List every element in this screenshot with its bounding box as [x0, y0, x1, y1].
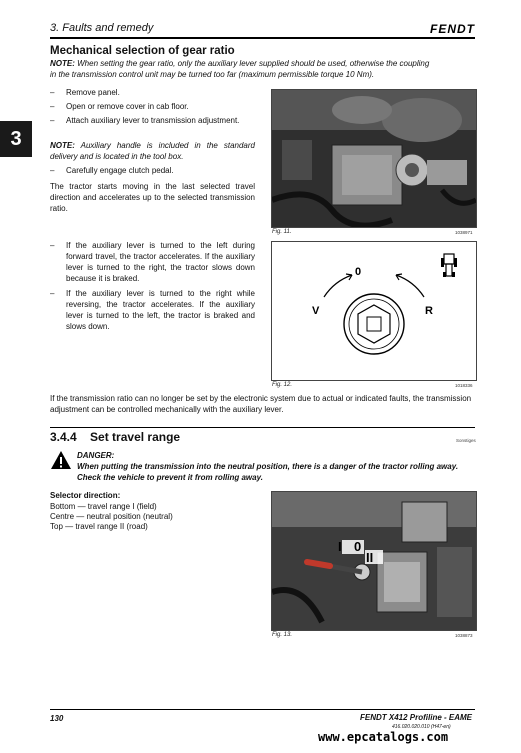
lever-direction-diagram: [272, 242, 476, 380]
figure-13-code: 1038873: [455, 633, 473, 638]
list-item: – Attach auxiliary lever to transmission adjustment.: [50, 116, 240, 125]
figure-13-caption: Fig. 13.: [272, 632, 293, 638]
figure-11-code: 1038971: [455, 230, 473, 235]
list-item: – Open or remove cover in cab floor.: [50, 102, 189, 111]
label-zero-13: 0: [354, 539, 362, 554]
list-item: – Carefully engage clutch pedal.: [50, 166, 174, 175]
figure-13-photo: [271, 491, 477, 631]
list-item: – If the auxiliary lever is turned to the right while reversing, the tractor accelerates. If the auxiliary lever is turned to the left, the tractor is braked and slows down.: [50, 289, 255, 331]
selector-line: Centre — neutral position (neutral): [50, 512, 173, 521]
figure-11-caption: Fig. 11.: [272, 229, 292, 235]
label-v: V: [312, 305, 320, 317]
figure-12-code: 1018336: [455, 383, 473, 388]
section-title: Mechanical selection of gear ratio: [50, 45, 235, 57]
closing-paragraph: If the transmission ratio can no longer be set by the electronic system due to actual or indicated faults, the transmission adjustment can be controlled mechanically with the auxiliary lever.: [50, 394, 472, 414]
label-two: II: [366, 550, 374, 565]
transmission-photo-illustration: [272, 90, 476, 227]
watermark: www.epcatalogs.com: [318, 730, 449, 744]
steps-list-2: [50, 165, 255, 179]
selector-line: Top — travel range II (road): [50, 522, 148, 531]
selector-line: Bottom — travel range I (field): [50, 502, 157, 511]
list-item: – Remove panel.: [50, 88, 120, 97]
header-section-title: 3. Faults and remedy: [50, 22, 154, 34]
lever-bullets: [50, 240, 255, 335]
note-2: [50, 140, 255, 162]
footer-rule: [50, 709, 475, 710]
warning-triangle-icon: [50, 450, 72, 470]
note-2-text: Auxiliary handle is included in the standard delivery and is located in the tool box.: [50, 141, 255, 161]
figure-12-caption: Fig. 12.: [272, 382, 293, 388]
label-r: R: [425, 305, 433, 317]
range-selector-photo-illustration: [272, 492, 476, 630]
list-item: – If the auxiliary lever is turned to the left during forward travel, the tractor accelerates. If the auxiliary lever is turned to the right, the tractor slows down because it is braked.: [50, 241, 255, 283]
header-rule: [50, 37, 475, 39]
fendt-logo: FENDT: [430, 22, 475, 36]
subsection-title: [50, 430, 180, 444]
subsection-rule: [50, 427, 475, 428]
label-one: I: [338, 539, 342, 554]
danger-text: When putting the transmission into the neutral position, there is a danger of the tractor rolling away. Check the vehicle to prevent it from rolling away.: [77, 462, 459, 482]
document-name: FENDT X412 Profiline - EAME: [360, 713, 473, 722]
figure-12-diagram: [271, 241, 477, 381]
label-zero: 0: [355, 266, 362, 278]
chapter-tab: 3: [0, 121, 32, 157]
note-line-2: in the transmission control unit may be turned too far (maximum permissible torque 10 Nm).: [50, 70, 375, 79]
note-line-1: [50, 58, 475, 69]
steps-list: [50, 87, 255, 129]
subsection-heading: Set travel range: [90, 430, 181, 444]
document-code: 416.020.020.010 (H47-en): [392, 724, 451, 730]
selector-heading: Selector direction:: [50, 491, 121, 500]
tractor-icon: [441, 254, 457, 277]
note-text-1: When setting the gear ratio, only the auxiliary lever supplied should be used, otherwise the coupling: [74, 59, 430, 68]
page-number: 130: [50, 714, 64, 723]
danger-block: [77, 450, 475, 483]
note-label: NOTE:: [50, 59, 75, 68]
subsection-ref: Sonstiges: [456, 438, 476, 443]
subsection-number: 3.4.4: [50, 430, 77, 444]
note-2-label: NOTE:: [50, 141, 75, 150]
figure-11-photo: [271, 89, 477, 228]
travel-paragraph: The tractor starts moving in the last selected travel direction and accelerates up to the selected transmission ratio.: [50, 182, 255, 213]
danger-label: DANGER:: [77, 451, 115, 460]
